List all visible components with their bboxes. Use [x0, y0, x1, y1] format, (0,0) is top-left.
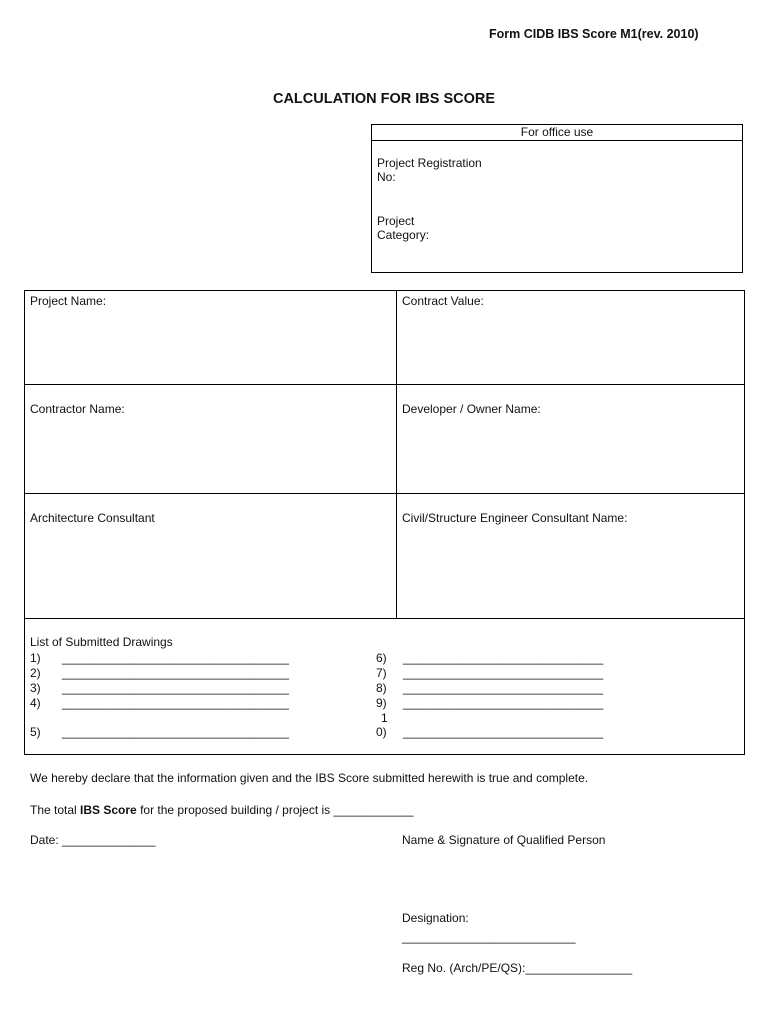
drawing-blank-line: __________________________________ [62, 696, 289, 710]
signature-label: Name & Signature of Qualified Person [402, 833, 606, 847]
divider [25, 384, 744, 385]
drawing-number-10-top: 1 [381, 711, 388, 725]
civil-structure-engineer-field[interactable]: Civil/Structure Engineer Consultant Name: [402, 511, 628, 525]
score-prefix: The total [30, 803, 81, 817]
drawing-blank-line: __________________________________ [62, 681, 289, 695]
divider [25, 618, 744, 619]
page-title: CALCULATION FOR IBS SCORE [272, 91, 496, 107]
contractor-name-field[interactable]: Contractor Name: [30, 402, 125, 416]
drawing-item[interactable] [376, 725, 603, 740]
drawing-number: 1) [30, 651, 41, 665]
drawing-blank-line: ______________________________ [403, 651, 604, 665]
drawing-number: 9) [376, 696, 387, 710]
score-bold: IBS Score [80, 803, 137, 817]
drawing-item[interactable] [30, 725, 289, 740]
drawing-blank-line: ______________________________ [403, 666, 604, 680]
project-registration-label-2: No: [377, 170, 396, 184]
drawing-item[interactable] [30, 651, 289, 666]
drawing-blank-line: __________________________________ [62, 651, 289, 665]
total-score-line[interactable] [30, 803, 414, 817]
drawing-number: 0) [376, 725, 387, 739]
drawing-blank-line: ______________________________ [403, 696, 604, 710]
divider [25, 493, 744, 494]
drawing-item[interactable] [376, 666, 603, 681]
project-name-field[interactable]: Project Name: [30, 294, 107, 308]
architecture-consultant-field[interactable]: Architecture Consultant [30, 511, 155, 525]
office-use-box [371, 124, 743, 273]
drawing-item[interactable] [30, 681, 289, 696]
project-registration-label-1: Project Registration [377, 156, 482, 170]
drawing-blank-line: __________________________________ [62, 666, 289, 680]
drawing-number: 7) [376, 666, 387, 680]
column-divider [396, 291, 397, 618]
office-use-heading: For office use [372, 125, 742, 141]
project-category-label-2: Category: [377, 228, 430, 242]
drawing-item[interactable] [376, 696, 603, 711]
drawing-number: 3) [30, 681, 41, 695]
drawing-blank-line: __________________________________ [62, 725, 289, 739]
drawing-number: 6) [376, 651, 387, 665]
date-field[interactable]: Date: ______________ [30, 833, 156, 847]
drawing-item[interactable] [376, 681, 603, 696]
designation-field[interactable]: __________________________ [402, 930, 576, 944]
project-details-box [24, 290, 745, 755]
project-registration-field[interactable] [377, 156, 482, 184]
drawing-number: 4) [30, 696, 41, 710]
designation-label: Designation: [402, 911, 469, 925]
drawing-item[interactable] [30, 696, 289, 711]
declaration-statement: We hereby declare that the information given and the IBS Score submitted herewith is true and complete. [30, 771, 589, 785]
drawing-blank-line: ______________________________ [403, 681, 604, 695]
drawing-number: 5) [30, 725, 41, 739]
score-suffix: for the proposed building / project is ____________ [136, 803, 414, 817]
drawing-blank-line: ______________________________ [403, 725, 604, 739]
contract-value-field[interactable]: Contract Value: [402, 294, 484, 308]
project-category-field[interactable] [377, 214, 429, 242]
drawing-number: 8) [376, 681, 387, 695]
reg-no-field[interactable]: Reg No. (Arch/PE/QS):________________ [402, 961, 633, 975]
developer-owner-name-field[interactable]: Developer / Owner Name: [402, 402, 541, 416]
project-category-label-1: Project [377, 214, 415, 228]
drawing-item[interactable] [30, 666, 289, 681]
drawing-number: 2) [30, 666, 41, 680]
form-code: Form CIDB IBS Score M1(rev. 2010) [489, 27, 699, 41]
drawings-list-title: List of Submitted Drawings [30, 635, 173, 649]
drawing-item[interactable] [376, 651, 603, 666]
